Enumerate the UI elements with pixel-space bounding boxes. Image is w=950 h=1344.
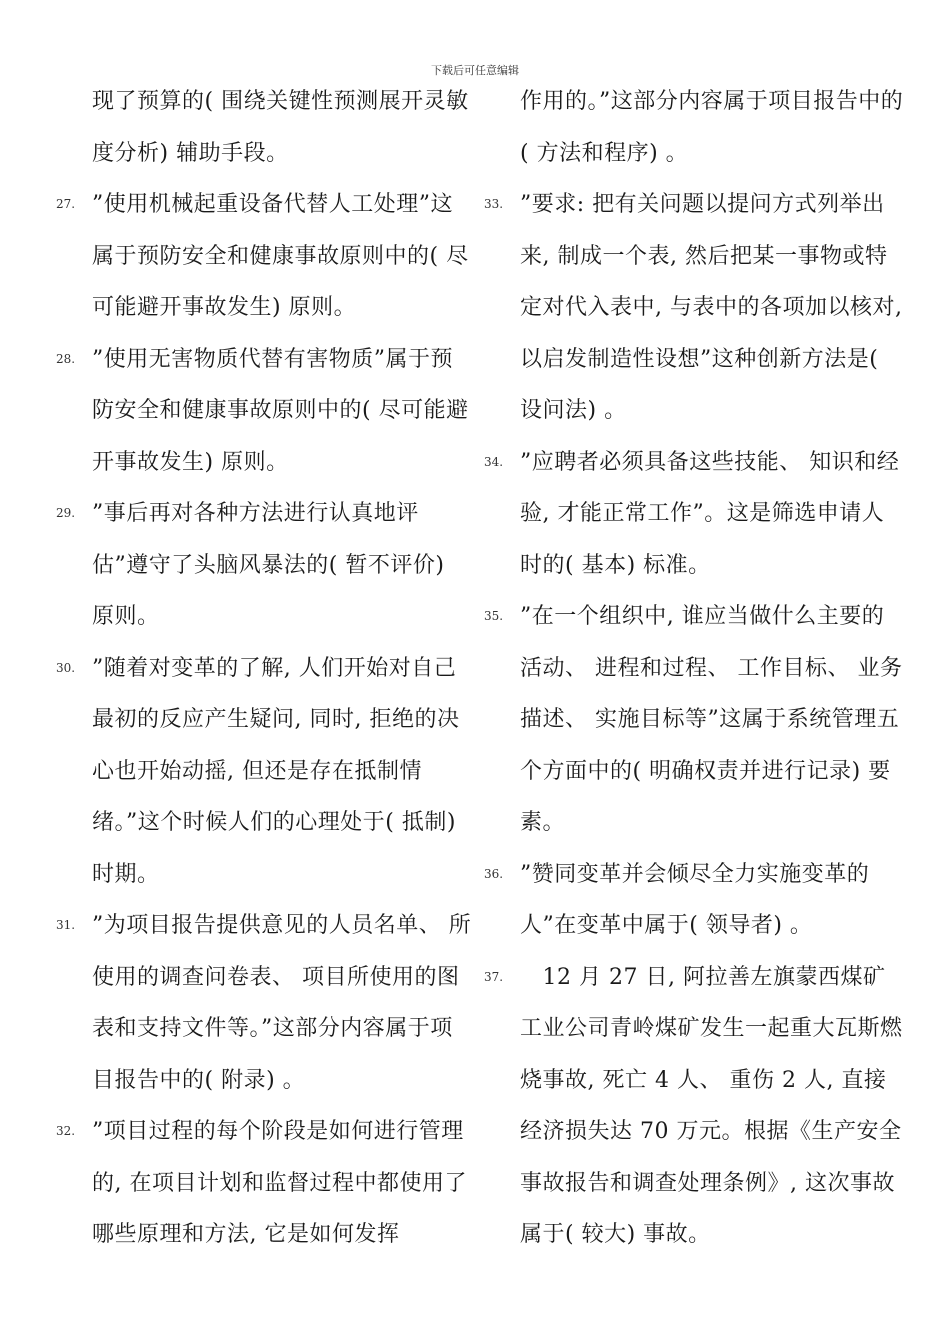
item-number: 34. — [484, 454, 504, 469]
item-number: 29. — [56, 506, 76, 520]
item-text: ”在一个组织中, 谁应当做什么主要的活动、 进程和过程、 工作目标、 业务描述、 实施目标等”这属于系统管理五个方面中的( 明确权责并进行记录) 要素。 — [520, 604, 903, 835]
list-item — [56, 900, 472, 1106]
item-number: 28. — [56, 351, 76, 366]
item-text: ”赞同变革并会倾尽全力实施变革的人”在变革中属于( 领导者) 。 — [520, 861, 870, 938]
item-text: ”使用机械起重设备代替人工处理”这属于预防安全和健康事故原则中的( 尽可能避开事故发生) 原则。 — [92, 192, 469, 320]
list-item — [484, 179, 904, 437]
item-number: 35. — [484, 609, 504, 623]
item-text: ”要求: 把有关问题以提问方式列举出来, 制成一个表, 然后把某一事物或特定对代入表中, 与表中的各项加以核对, 以启发制造性设想”这种创新方法是( 设问法) 。 — [520, 192, 903, 423]
item-text: 作用的。”这部分内容属于项目报告中的( 方法和程序) 。 — [520, 89, 904, 166]
list-item — [56, 334, 472, 489]
item-number: 33. — [484, 197, 504, 211]
left-column — [56, 76, 472, 1261]
item-text: ”为项目报告提供意见的人员名单、 所使用的调查问卷表、 项目所使用的图表和支持文件等。”这部分内容属于项目报告中的( 附录) 。 — [92, 913, 472, 1093]
item-text: ”随着对变革的了解, 人们开始对自己最初的反应产生疑问, 同时, 拒绝的决心也开始动摇, 但还是存在抵制情绪。”这个时候人们的心理处于( 抵制) 时期。 — [92, 655, 460, 887]
list-item — [56, 179, 472, 334]
list-item — [484, 849, 904, 952]
item-text: ”应聘者必须具备这些技能、 知识和经验, 才能正常工作”。这是筛选申请人时的( 基本) 标准。 — [520, 449, 900, 578]
item-number: 30. — [56, 660, 76, 675]
item-number: 36. — [484, 866, 504, 881]
list-item — [484, 952, 904, 1261]
item-text: ”使用无害物质代替有害物质”属于预防安全和健康事故原则中的( 尽可能避开事故发生) 原则。 — [92, 346, 469, 475]
item-text: 现了预算的( 围绕关键性预测展开灵敏度分析) 辅助手段。 — [92, 89, 469, 166]
list-item — [56, 643, 472, 901]
list-item — [484, 591, 904, 849]
item-number: 31. — [56, 918, 76, 932]
list-item — [484, 437, 904, 592]
list-item — [484, 76, 904, 179]
right-column — [484, 76, 904, 1261]
item-text: ”事后再对各种方法进行认真地评估”遵守了头脑风暴法的( 暂不评价) 原则。 — [92, 501, 445, 629]
item-text: 12 月 27 日, 阿拉善左旗蒙西煤矿工业公司青岭煤矿发生一起重大瓦斯燃烧事故, 死亡 4 人、 重伤 2 人, 直接经济损失达 70 万元。根据《生产安全事故报告和调查处理条例》, 这次事故属于( 较大) 事故。 — [520, 964, 903, 1247]
item-number: 32. — [56, 1124, 76, 1138]
item-text: ”项目过程的每个阶段是如何进行管理的, 在项目计划和监督过程中都使用了哪些原理和方法, 它是如何发挥 — [92, 1119, 467, 1247]
list-item — [56, 76, 472, 179]
list-item — [56, 1106, 472, 1261]
item-number: 27. — [56, 197, 76, 211]
page-header: 下载后可任意编辑 — [431, 64, 519, 77]
list-item — [56, 488, 472, 643]
item-number: 37. — [484, 969, 504, 984]
